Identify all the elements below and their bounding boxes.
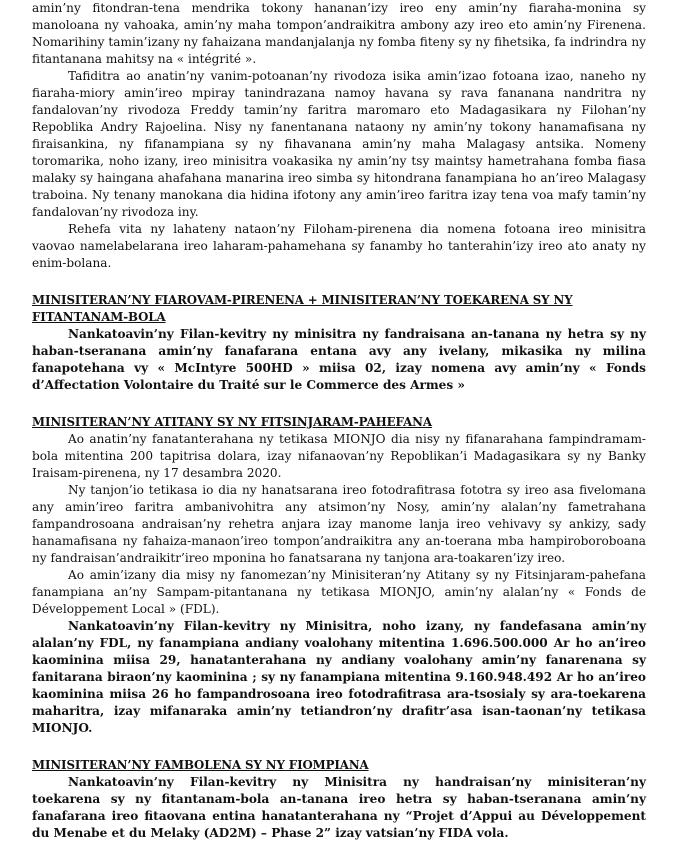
heading-defense-economy: MINISITERAN’NY FIAROVAM-PIRENENA + MINISITERAN’NY TOEKARENA SY NY FITANTANAM-BOLA	[32, 293, 573, 324]
paragraph-cyclone-freddy: Tafiditra ao anatin’ny vanim-potoanan’ny rivodoza isika amin’izao fotoana izao, naneho ny fiaraha-miory amin’ireo mpiray tanindrazana namoy havana sy rava fananana nandritra ny fandalovan’ny rivodoza Freddy tamin’ny faritra maromaro eto Madagasikara ny Filohan’ny Repoblika Andry Rajoelina. Nisy ny fanentanana nataony ny amin’ny tokony hanamafisana ny firaisankina, ny fifanampiana sy ny fihavanana amin’ny maha Malagasy antsika. Nomeny toromarika, noho izany, ireo minisitra voakasika ny amin’ny tsy maintsy hametrahana fomba fiasa malaky sy haingana ahafahana manarina ireo simba sy hitondrana fanampiana ho an’ireo Malagasy traboina. Ny tenany manokana dia hidina ifotony any amin’ireo faritra izay tena voa mafy tamin’ny fandalovan’ny rivodoza iny.	[32, 69, 646, 219]
paragraph-new-ministers: Rehefa vita ny lahateny nataon’ny Filoham-pirenena dia nomena fotoana ireo minisitra vaovao namelabelarana ireo laharam-pahamehana sy fanamby ho tanterahin’izy ireo ato anaty ny enim-bolana.	[32, 222, 646, 270]
paragraph-intro-continued: amin’ny fitondran-tena mendrika tokony hananan’izy ireo eny amin’ny fiaraha-monina sy manoloana ny vahoaka, amin’ny maha tompon’andraikitra ambony azy ireo eto amin’ny Firenena. Nomarihiny tamin’izany ny fahaizana mandanjalanja ny fomba fiteny sy ny fihetsika, fa indrindra ny fitantanana mahitsy na « intégrité ».	[32, 1, 646, 66]
heading-interior: MINISITERAN’NY ATITANY SY NY FITSINJARAM-PAHEFANA	[32, 415, 432, 429]
paragraph-mionjo-goal: Ny tanjon’io tetikasa io dia ny hanatsarana ireo fotodrafitrasa fototra sy ireo asa fivelomana any amin’ireo faritra ambanivohitra any atsimon’ny Nosy, amin’ny alalan’ny fametrahana fampandrosoana andraisan’ny rehetra anjara izay manome lanja ireo vehivavy sy ankizy, sady hanamafisana ny fahaiza-manaon’ireo tompon’andraikitra any an-toerana mba hampiroboroboana ny fandraisan’andraikitr’ireo mponina ho fanatsarana ny tanjona ara-toakaren’izy ireo.	[32, 483, 646, 565]
decision-defense-economy: Nankatoavin’ny Filan-kevitry ny minisitra ny fandraisana an-tanana ny hetra sy ny haban-tseranana amin’ny fanafarana entana avy any ivelany, mikasika ny milina fanapotehana vy « McIntyre 500HD » miisa 02, izay nomena avy amin’ny « Fonds d’Affectation Volontaire du Traité sur le Commerce des Armes »	[32, 327, 646, 392]
heading-agriculture: MINISITERAN’NY FAMBOLENA SY NY FIOMPIANA	[32, 758, 369, 772]
decision-interior: Nankatoavin’ny Filan-kevitry ny Minisitra, noho izany, ny fandefasana amin’ny alalan’ny FDL, ny fanampiana andiany voalohany mitentina 1.696.500.000 Ar ho an’ireo kaominina miisa 29, hanatanterahana ny andiany voalohany amin’ny fanarenana sy fanitarana biraon’ny kaominina ; sy ny fanampiana mitentina 9.160.948.492 Ar ho an’ireo kaominina miisa 26 ho fampandrosoana ireo fotodrafitrasa ara-tsosialy sy ara-toekarena maharitra, izay mifanaraka amin’ny tetiandron’ny drafitr’asa isan-taonan’ny tetikasa MIONJO.	[32, 619, 646, 735]
decision-agriculture: Nankatoavin’ny Filan-kevitry ny Minisitra ny handraisan’ny minisiteran’ny toekarena sy ny fitantanam-bola an-tanana ireo hetra sy haban-tseranana amin’ny fanafarana ireo fitaovana entina hanatanterahana ny “Projet d’Appui au Développement du Menabe et du Melaky (AD2M) – Phase 2” izay vatsian’ny FIDA vola.	[32, 775, 646, 840]
paragraph-mionjo-loan: Ao anatin’ny fanatanterahana ny tetikasa MIONJO dia nisy ny fifanarahana fampindramam-bola mitentina 200 tapitrisa dolara, izay nifanaovan’ny Repoblikan’i Madagasikara sy ny Banky Iraisam-pirenena, ny 17 desambra 2020.	[32, 432, 646, 480]
paragraph-fdl: Ao amin’izany dia misy ny fanomezan’ny Minisiteran’ny Atitany sy ny Fitsinjaram-pahefana fanampiana an’ny Sampam-pitantanana ny tetikasa MIONJO, amin’ny alalan’ny « Fonds de Développement Local » (FDL).	[32, 568, 646, 616]
